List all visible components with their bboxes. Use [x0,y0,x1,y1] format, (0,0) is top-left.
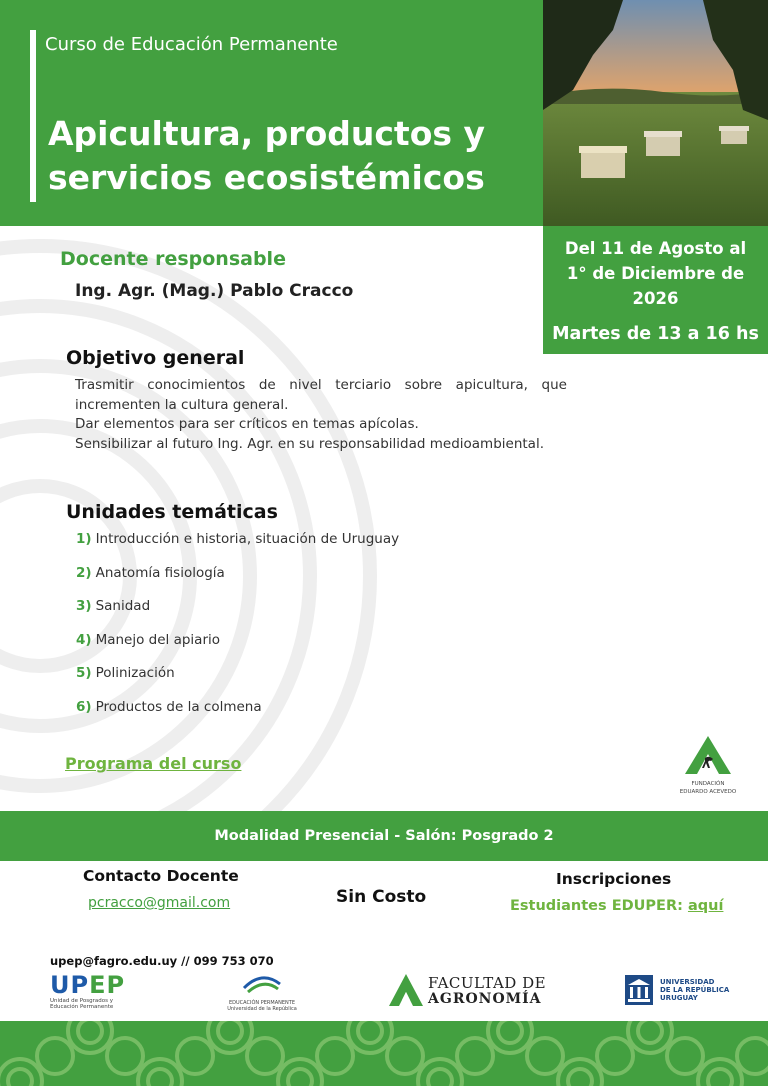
fundacion-logo-icon [683,734,733,776]
list-item [76,632,220,648]
schedule-box [543,226,768,354]
inscripciones-link[interactable]: aquí [687,898,724,914]
agronomia-line-2: AGRONOMÍA [428,991,542,1007]
fundacion-text-2: EDUARDO ACEVEDO [679,788,737,795]
objetivo-heading: Objetivo general [66,347,245,369]
list-item-number: 2) [76,565,92,581]
educacion-permanente-icon [240,972,284,996]
objetivo-paragraph: Trasmitir conocimientos de nivel terciario sobre apicultura, que incrementen la cultura general. [75,377,567,413]
unidades-heading: Unidades temáticas [66,501,278,523]
list-item-number: 1) [76,531,92,547]
fundacion-text-1: FUNDACIÓN [691,781,725,787]
udelar-logo [624,974,734,1010]
list-item-label: Polinización [95,665,175,681]
contacto-heading: Contacto Docente [83,867,239,885]
objetivo-paragraph: Dar elementos para ser críticos en temas apícolas. [75,416,419,432]
header-accent-bar [30,30,36,202]
udelar-text-3: URUGUAY [660,994,698,1002]
objetivo-text [75,376,567,454]
educacion-permanente-text: EDUCACIÓN PERMANENTE [229,1000,295,1006]
educacion-permanente-subtext: Universidad de la República [227,1006,297,1012]
upep-wordmark-a: UP [50,971,90,999]
upep-wordmark [50,972,140,998]
udelar-text-1: UNIVERSIDAD [660,978,715,986]
course-dates [543,236,768,311]
list-item [76,565,225,581]
list-item-label: Productos de la colmena [95,699,262,715]
list-item-number: 3) [76,598,92,614]
list-item-label: Manejo del apiario [95,632,221,648]
course-title-line-1: Apicultura, productos y [48,114,486,153]
course-kicker: Curso de Educación Permanente [45,34,338,55]
course-dates-line-3: 2026 [632,289,679,308]
list-item [76,598,150,614]
facultad-agronomia-logo [388,970,548,1010]
docente-heading: Docente responsable [60,248,286,270]
list-item-label: Introducción e historia, situación de Uruguay [95,531,400,547]
inscripciones-heading: Inscripciones [556,870,672,888]
header-banner [0,0,543,226]
inscripciones-text [510,898,723,914]
list-item [76,531,399,547]
list-item-number: 6) [76,699,92,715]
footer-pattern [0,1021,768,1086]
apiary-sunset-photo [543,0,768,226]
course-title [48,112,528,200]
course-dates-line-2: 1° de Diciembre de [566,264,745,283]
objetivo-paragraph: Sensibilizar al futuro Ing. Agr. en su responsabilidad medioambiental. [75,435,544,452]
inscripciones-prefix: Estudiantes EDUPER: [510,898,683,914]
upep-logo [50,972,140,1012]
programa-link[interactable]: Programa del curso [65,754,242,773]
upep-wordmark-b: EP [89,971,126,999]
costo-label: Sin Costo [336,887,427,907]
fundacion-logo [672,734,744,800]
course-title-line-2: servicios ecosistémicos [48,158,485,197]
upep-subtitle: Unidad de Posgrados y Educación Permanente [50,998,114,1010]
list-item-number: 4) [76,632,92,648]
udelar-building-icon [624,974,654,1006]
agronomia-line-1: FACULTAD DE [428,974,547,992]
course-dates-line-1: Del 11 de Agosto al [564,239,747,258]
list-item [76,699,262,715]
footer-circles-decoration [0,1021,768,1086]
upep-contact: upep@fagro.edu.uy // 099 753 070 [50,954,274,968]
list-item-number: 5) [76,665,92,681]
modalidad-bar: Modalidad Presencial - Salón: Posgrado 2 [0,811,768,861]
course-hours: Martes de 13 a 16 hs [552,324,759,344]
list-item-label: Sanidad [95,598,151,614]
list-item-label: Anatomía fisiología [95,565,225,581]
docente-name: Ing. Agr. (Mag.) Pablo Cracco [75,281,354,301]
educacion-permanente-logo [226,972,298,1012]
contacto-email-link[interactable]: pcracco@gmail.com [88,895,231,911]
udelar-text [660,978,729,1002]
agronomia-triangle-icon [388,972,424,1008]
udelar-text-2: DE LA REPÚBLICA [660,986,730,994]
list-item [76,665,175,681]
